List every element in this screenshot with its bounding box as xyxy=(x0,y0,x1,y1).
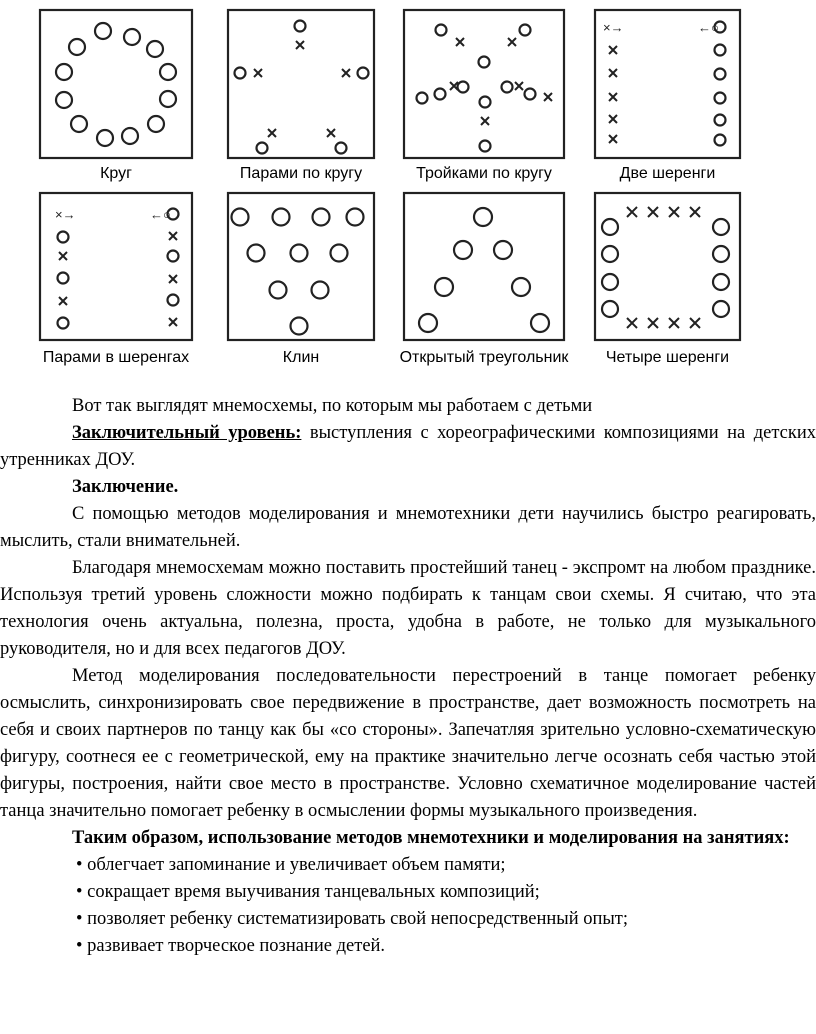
label-chetyre-shereng: Четыре шеренги xyxy=(605,349,730,366)
label-pary-v-sherengakh: Парами в шеренгах xyxy=(42,349,190,366)
conclusion-paragraph-2: Благодаря мнемосхемам можно поставить простейший танец - экспромт на любом празднике. Используя третий уровень сложности можно подбирать к танцам свои схемы. Я считаю, что эта технология очень актуальна, полезна, проста, удобна в работе, не только для музыкального руководителя, но и для всех педагогов ДОУ. xyxy=(0,558,816,659)
bullet-item: • облегчает запоминание и увеличивает объем памяти; xyxy=(76,855,506,875)
conclusion-heading: Заключение. xyxy=(72,477,179,497)
conclusion-paragraph-1: С помощью методов моделирования и мнемотехники дети научились быстро реагировать, мыслить, стали внимательней. xyxy=(0,504,816,551)
panel-krug xyxy=(40,10,192,158)
panel-otkrytyi-treugolnik xyxy=(404,193,564,340)
bullet-item: • позволяет ребенку систематизировать свой непосредственный опыт; xyxy=(76,909,629,929)
open-triangle-formation xyxy=(419,208,549,332)
pairs-lines-formation xyxy=(58,209,179,329)
label-dve-shereng: Две шеренги xyxy=(619,165,716,182)
wedge-formation xyxy=(232,209,364,335)
two-lines-formation xyxy=(715,22,726,146)
arrow-marker-right-2: ←○ xyxy=(150,207,171,222)
arrow-marker-left-1: ×→ xyxy=(603,20,624,35)
final-level-label: Заключительный уровень: xyxy=(72,423,302,443)
panel-troikami xyxy=(404,10,564,158)
label-otkrytyi-treugolnik: Открытый треугольник xyxy=(399,349,569,366)
arrow-marker-left-2: ×→ xyxy=(55,207,76,222)
arrow-marker-right-1: ←○ xyxy=(698,20,719,35)
body-text xyxy=(0,393,816,960)
circle-formation xyxy=(56,23,176,146)
bullet-item: • сокращает время выучивания танцевальных композиций; xyxy=(76,882,540,902)
label-klin: Клин xyxy=(282,349,320,366)
panel-chetyre-shereng xyxy=(595,193,740,340)
bullet-item: • развивает творческое познание детей. xyxy=(76,936,386,956)
final-level-paragraph xyxy=(0,420,816,474)
label-krug: Круг xyxy=(100,165,132,182)
conclusion-paragraph-3: Метод моделирования последовательности перестроений в танце помогает ребенку осмыслить, синхронизировать свое передвижение в пространстве, дает возможность посмотреть на себя и своих партнеров по танцу как бы «со стороны». Запечатляя зрительно условно-схематическую фигуру, соотнеся ее с геометрической, ему на практике значительно легче осознать себя частью этой фигуры, построения, найти свое место в пространстве. Условно схематичное моделирование частей танца значительно помогает ребенку в осмыслении формы музыкального произведения. xyxy=(0,666,816,821)
pairs-formation xyxy=(235,21,369,154)
intro-line: Вот так выглядят мнемосхемы, по которым мы работаем с детьми xyxy=(72,396,593,416)
summary-heading: Таким образом, использование методов мнемотехники и моделирования на занятиях: xyxy=(72,828,790,848)
label-pary-po-krugu: Парами по кругу xyxy=(239,165,363,182)
label-troikami: Тройками по кругу xyxy=(416,165,552,182)
mnemonic-diagrams xyxy=(0,0,816,380)
four-lines-formation xyxy=(602,219,729,317)
final-level-text: выступления с хореографическими композициями на детских утренниках ДОУ. xyxy=(0,423,816,470)
